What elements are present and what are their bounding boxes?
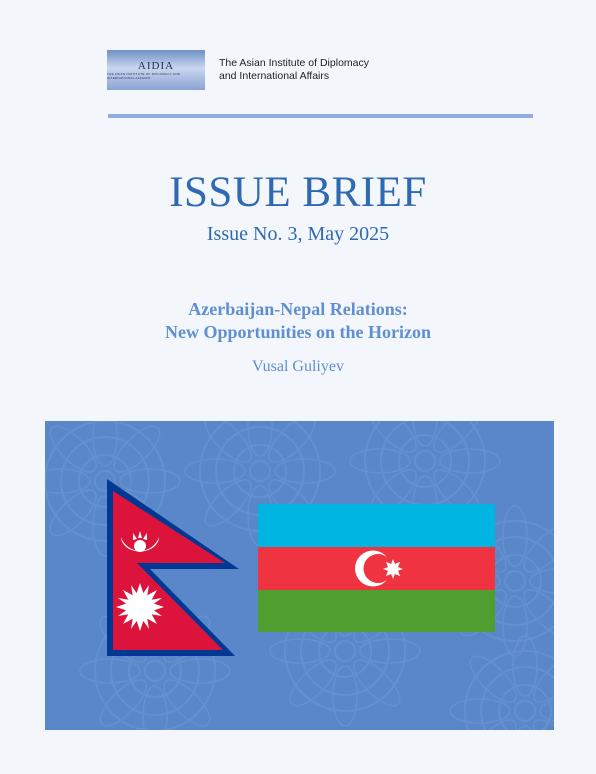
- brief-title-line1: Azerbaijan-Nepal Relations:: [188, 299, 408, 319]
- brief-title-line2: New Opportunities on the Horizon: [164, 322, 431, 342]
- cover-banner: [45, 421, 554, 730]
- institute-name-line2: and International Affairs: [219, 70, 330, 82]
- aidia-logo: [107, 50, 205, 90]
- azerbaijan-flag: [258, 504, 495, 632]
- institute-name-line1: The Asian Institute of Diplomacy: [219, 57, 369, 69]
- logo-wordmark: AIDIA: [137, 59, 175, 72]
- header-divider: [108, 114, 533, 118]
- document-type-title: ISSUE BRIEF: [169, 169, 427, 216]
- institute-name: [219, 57, 439, 83]
- banner-illustration: [45, 421, 554, 730]
- brief-title: [0, 298, 596, 344]
- nepal-sun-emblem: [116, 583, 164, 631]
- author-name: Vusal Guliyev: [252, 358, 344, 375]
- logo-tagline: THE ASIAN INSTITUTE OF DIPLOMACY AND INTERNATIONAL AFFAIRS: [107, 71, 181, 80]
- issue-number: Issue No. 3, May 2025: [206, 223, 390, 245]
